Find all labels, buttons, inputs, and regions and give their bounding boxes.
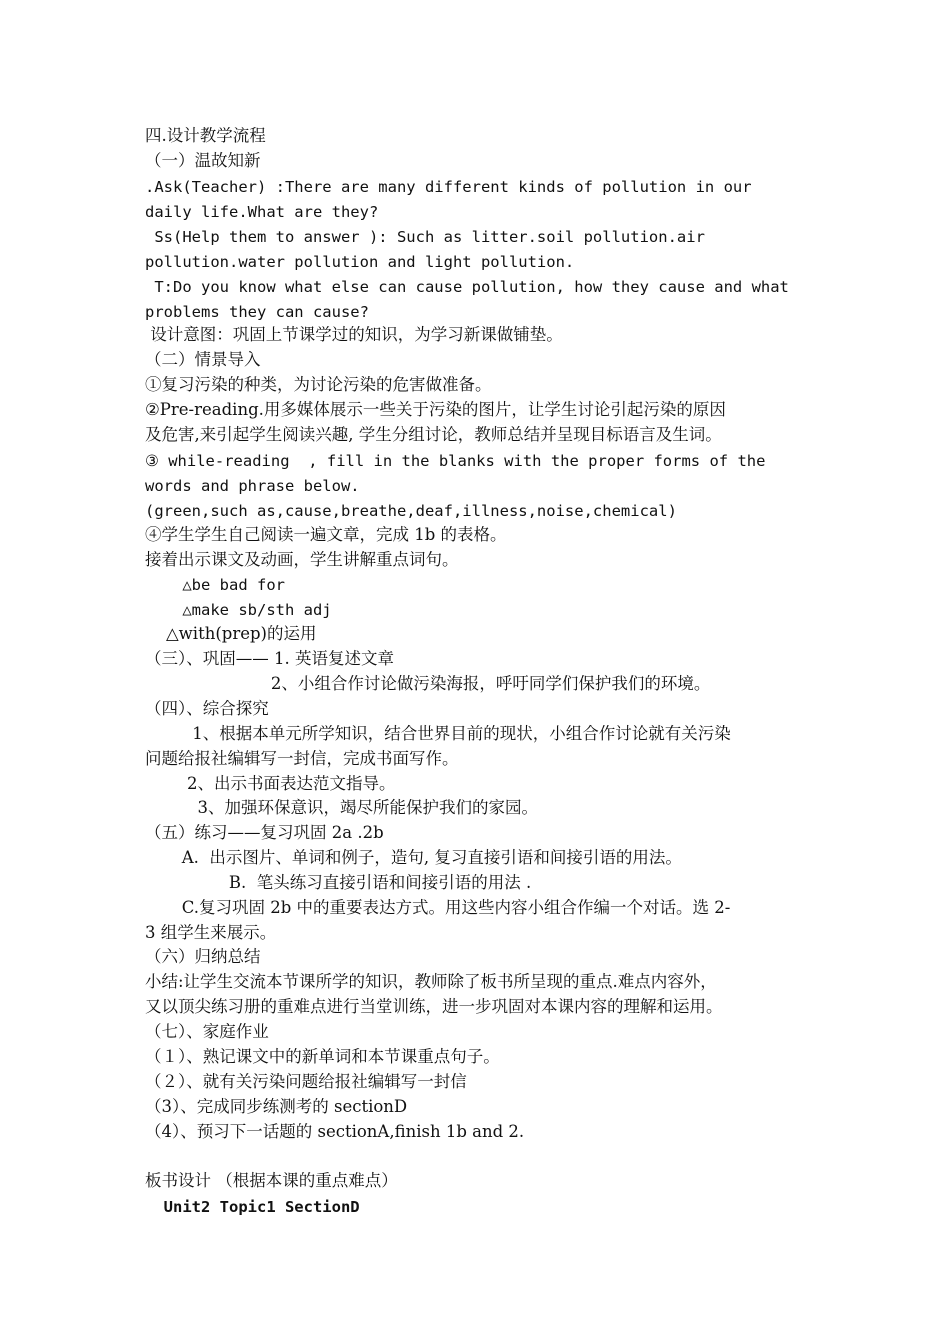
text-line: A. 出示图片、单词和例子，造句, 复习直接引语和间接引语的用法。 bbox=[145, 848, 682, 867]
text-line: 接着出示课文及动画，学生讲解重点词句。 bbox=[145, 550, 459, 569]
text-line: problems they can cause? bbox=[145, 303, 369, 321]
subsection-heading: （四）、综合探究 bbox=[145, 699, 269, 718]
text-line: 又以顶尖练习册的重难点进行当堂训练，进一步巩固对本课内容的理解和运用。 bbox=[145, 997, 723, 1016]
board-design-title: Unit2 Topic1 SectionD bbox=[145, 1198, 360, 1216]
board-design-heading: 板书设计 （根据本课的重点难点） bbox=[145, 1171, 398, 1190]
subsection-heading: （六）归纳总结 bbox=[145, 947, 261, 966]
text-line: （4）、预习下一话题的 sectionA,finish 1b and 2. bbox=[145, 1122, 525, 1141]
subsection-heading: （一）温故知新 bbox=[145, 151, 261, 170]
text-line: （１）、熟记课文中的新单词和本节课重点句子。 bbox=[145, 1047, 500, 1066]
text-line: 2、小组合作讨论做污染海报，呼吁同学们保护我们的环境。 bbox=[145, 674, 711, 693]
text-line: 3 组学生来展示。 bbox=[145, 923, 277, 942]
text-line: △with(prep)的运用 bbox=[145, 624, 317, 643]
text-line: pollution.water pollution and light pollution. bbox=[145, 253, 575, 271]
text-line: daily life.What are they? bbox=[145, 203, 379, 221]
text-line: （２）、就有关污染问题给报社编辑写一封信 bbox=[145, 1072, 467, 1091]
text-line: ③ while-reading , fill in the blanks with the proper forms of the bbox=[145, 452, 766, 470]
section-heading: 四.设计教学流程 bbox=[145, 126, 266, 145]
text-line: ①复习污染的种类，为讨论污染的危害做准备。 bbox=[145, 375, 492, 394]
text-line: B. 笔头练习直接引语和间接引语的用法 . bbox=[145, 873, 532, 892]
text-line: ②Pre-reading.用多媒体展示一些关于污染的图片，让学生讨论引起污染的原因 bbox=[145, 400, 726, 419]
text-line: △be bad for bbox=[145, 576, 285, 594]
subsection-heading: （三）、巩固—— 1. 英语复述文章 bbox=[145, 649, 394, 668]
subsection-heading: （五）练习——复习巩固 2a .2b bbox=[145, 823, 384, 842]
text-line: (green,such as,cause,breathe,deaf,illness,noise,chemical) bbox=[145, 502, 677, 520]
text-line: 2、出示书面表达范文指导。 bbox=[145, 774, 396, 793]
text-line: （3）、完成同步练测考的 sectionD bbox=[145, 1097, 408, 1116]
subsection-heading: （七）、家庭作业 bbox=[145, 1022, 269, 1041]
text-line: 3、加强环保意识，竭尽所能保护我们的家园。 bbox=[145, 798, 538, 817]
text-line: .Ask(Teacher) :There are many different kinds of pollution in our bbox=[145, 178, 752, 196]
text-line: 及危害,来引起学生阅读兴趣, 学生分组讨论，教师总结并呈现目标语言及生词。 bbox=[145, 425, 722, 444]
text-line: 设计意图：巩固上节课学过的知识，为学习新课做铺垫。 bbox=[145, 325, 563, 344]
text-line: T:Do you know what else can cause pollution, how they cause and what bbox=[145, 278, 789, 296]
text-line: C.复习巩固 2b 中的重要表达方式。用这些内容小组合作编一个对话。选 2- bbox=[145, 898, 731, 917]
text-line: 1、根据本单元所学知识，结合世界目前的现状，小组合作讨论就有关污染 bbox=[145, 724, 731, 743]
text-line: 问题给报社编辑写一封信，完成书面写作。 bbox=[145, 749, 459, 768]
subsection-heading: （二）情景导入 bbox=[145, 350, 261, 369]
text-line: ④学生学生自己阅读一遍文章，完成 1b 的表格。 bbox=[145, 525, 507, 544]
text-line: words and phrase below. bbox=[145, 477, 360, 495]
text-line: Ss(Help them to answer ): Such as litter.soil pollution.air bbox=[145, 228, 705, 246]
text-line: 小结:让学生交流本节课所学的知识，教师除了板书所呈现的重点.难点内容外， bbox=[145, 972, 717, 991]
text-line: △make sb/sth adj bbox=[145, 601, 332, 619]
